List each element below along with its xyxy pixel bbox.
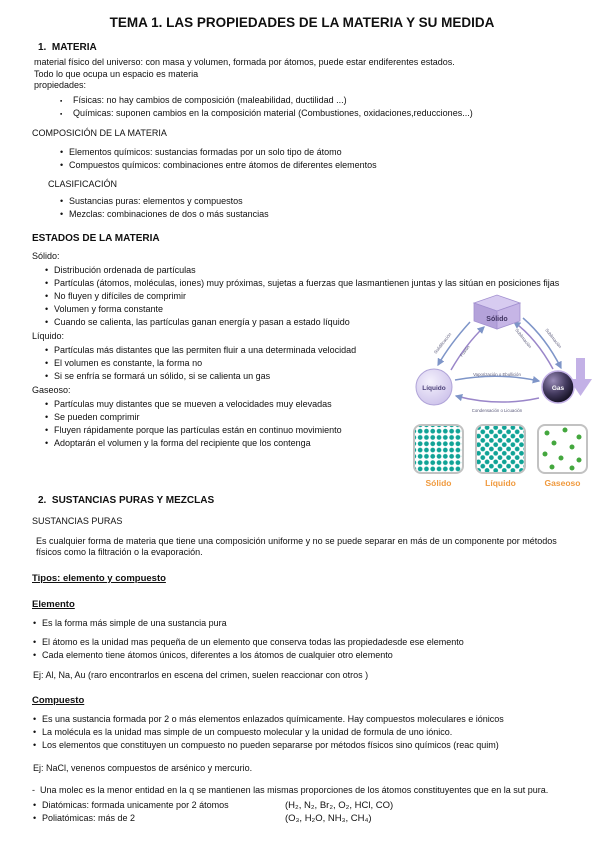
label-vaporizacion: Vaporización o Ebullición — [473, 372, 521, 377]
list-item: • El átomo es la unidad mas pequeña de un elemento que conserva todas las propiedadesde ese elemento — [33, 637, 572, 649]
clasificacion-list — [60, 196, 572, 221]
list-item: • Diatómicas: formada unicamente por 2 átomos — [33, 800, 285, 812]
molecule-types-row — [32, 800, 572, 827]
estados-heading: ESTADOS DE LA MATERIA — [32, 233, 160, 244]
label-condensacion: Condensación o Licuación — [471, 408, 523, 413]
list-item: • Sustancias puras: elementos y compuestos — [60, 196, 572, 208]
molecule-definition-list — [32, 785, 572, 797]
elemento-list — [33, 637, 572, 662]
elemento-heading: Elemento — [32, 598, 75, 610]
list-item: • Se pueden comprimir — [45, 412, 380, 424]
cycle-solido-cube — [474, 295, 520, 329]
list-item: • Partículas (átomos, moléculas, iones) muy próximas, sujetas a fuerzas que lasmantienen juntas y las sitúan en posiciones fijas — [45, 278, 572, 290]
liquid-particles-container — [475, 424, 526, 474]
list-item: - Una molec es la menor entidad en la q se mantienen las mismas proporciones de los átomos constituyentes que en la sut pura. — [32, 785, 572, 797]
list-item: • Partículas más distantes que las permiten fluir a una determinada velocidad — [45, 345, 445, 357]
liquido-label: Líquido: — [32, 331, 65, 341]
particle-states-figure — [413, 424, 588, 488]
list-item: • Partículas muy distantes que se mueven a velocidades muy elevadas — [45, 399, 380, 411]
compuesto-list — [33, 714, 572, 752]
list-item: ▪ Físicas: no hay cambios de composición (maleabilidad, ductilidad ...) — [60, 95, 572, 107]
compuesto-example: Ej: NaCl, venenos compuestos de arsénico y mercurio. — [33, 762, 253, 773]
list-item: • Compuestos químicos: combinaciones entre átomos de diferentes elementos — [60, 160, 572, 172]
particle-solid-column — [413, 424, 464, 488]
cycle-liquido-circle — [416, 369, 452, 405]
particle-label-gaseoso: Gaseoso — [544, 478, 581, 488]
list-item: • Es la forma más simple de una sustancia pura — [33, 618, 572, 630]
states-cycle-diagram — [406, 286, 596, 428]
composicion-list — [60, 147, 572, 172]
sustancias-puras-heading: SUSTANCIAS PURAS — [32, 516, 123, 526]
clasificacion-heading: CLASIFICACIÓN — [48, 179, 118, 189]
liquido-list — [45, 345, 445, 383]
composicion-heading: COMPOSICIÓN DE LA MATERIA — [32, 128, 167, 138]
particle-label-liquido: Líquido — [485, 478, 516, 488]
solido-label: Sólido: — [32, 251, 60, 261]
list-item: • Poliatómicas: más de 2 — [33, 813, 285, 825]
list-item: • Cuando se calienta, las partículas ganan energía y pasan a estado líquido — [45, 317, 572, 329]
molecule-types-list — [33, 800, 285, 827]
materia-heading: 1. MATERIA — [38, 42, 97, 53]
list-item: • No fluyen y difíciles de comprimir — [45, 291, 572, 303]
list-item: • El volumen es constante, la forma no — [45, 358, 445, 370]
states-cycle-svg — [406, 286, 596, 428]
list-item: • La molécula es la unidad mas simple de un compuesto molecular y la unidad de formula de uno iónico. — [33, 727, 572, 739]
arrow-condensacion — [456, 396, 539, 402]
gaseoso-list — [45, 399, 380, 450]
list-item: • Es una sustancia formada por 2 o más elementos enlazados químicamente. Hay compuestos moleculares e iónicos — [33, 714, 572, 726]
label-sublimacion-1: Sublimación — [514, 327, 533, 350]
gaseoso-label: Gaseoso: — [32, 385, 71, 395]
list-item: • Mezclas: combinaciones de dos o más sustancias — [60, 209, 572, 221]
list-item: • Adoptarán el volumen y la forma del recipiente que los contenga — [45, 438, 380, 450]
gas-dots — [539, 426, 586, 472]
gas-particles-container — [537, 424, 588, 474]
materia-intro-line1: material físico del universo: con masa y volumen, formada por átomos, puede estar endiferentes estados. — [34, 57, 455, 67]
list-item: • Si se enfría se formará un sólido, si se calienta un gas — [45, 371, 445, 383]
elemento-example: Ej: Al, Na, Au (raro encontrarlos en escena del crimen, suelen reaccionar con otros ) — [33, 669, 369, 680]
propiedades-list — [60, 95, 572, 120]
materia-intro-line2: Todo lo que ocupa un espacio es materia — [34, 68, 199, 79]
sustancias-heading: 2. SUSTANCIAS PURAS Y MEZCLAS — [38, 495, 215, 506]
particle-liquid-column — [475, 424, 526, 488]
list-item: • Fluyen rápidamente porque las partículas están en continuo movimiento — [45, 425, 380, 437]
particle-label-solido: Sólido — [425, 478, 452, 488]
list-item: • Elementos químicos: sustancias formadas por un solo tipo de átomo — [60, 147, 572, 159]
list-item: • Volumen y forma constante — [45, 304, 572, 316]
list-item: • Distribución ordenada de partículas — [45, 265, 572, 277]
polyatomic-formulas: (O₃, H₂O, NH₃, CH₄) — [285, 813, 372, 824]
list-item: • Los elementos que constituyen un compuesto no pueden separarse por métodos físicos sino químicos (reac quim) — [33, 740, 572, 752]
particle-gas-column — [537, 424, 588, 488]
cycle-gas-label: Gas — [551, 385, 565, 392]
elemento-first-list — [33, 618, 572, 630]
sustancias-puras-text: Es cualquier forma de materia que tiene una composición uniforme y no se puede separar en más de un componente por métodos físicos como la filtración o la evaporación. — [36, 535, 557, 557]
cycle-solido-label: Sólido — [486, 316, 508, 323]
list-item: ▪ Químicas: suponen cambios en la composición material (Combustiones, oxidaciones,reducciones...) — [60, 108, 572, 120]
label-solidificacion: Solidificación — [432, 331, 453, 355]
formula-column — [285, 800, 393, 827]
solid-particles-container — [413, 424, 464, 474]
label-fusion: Fusión — [458, 344, 471, 358]
cycle-gas-circle — [542, 371, 574, 403]
materia-intro-line3: propiedades: — [34, 80, 87, 90]
tipos-heading: Tipos: elemento y compuesto — [32, 572, 166, 584]
cycle-liquido-label: Líquido — [422, 385, 446, 392]
label-sublimacion-2: Sublimación — [544, 327, 563, 350]
compuesto-heading: Compuesto — [32, 695, 85, 706]
list-item: • Cada elemento tiene átomos únicos, diferentes a los átomos de cualquier otro elemento — [33, 650, 572, 662]
diatomic-formulas: (H₂, N₂, Br₂, O₂, HCl, CO) — [285, 799, 394, 811]
document-title: TEMA 1. LAS PROPIEDADES DE LA MATERIA Y SU MEDIDA — [109, 15, 495, 30]
